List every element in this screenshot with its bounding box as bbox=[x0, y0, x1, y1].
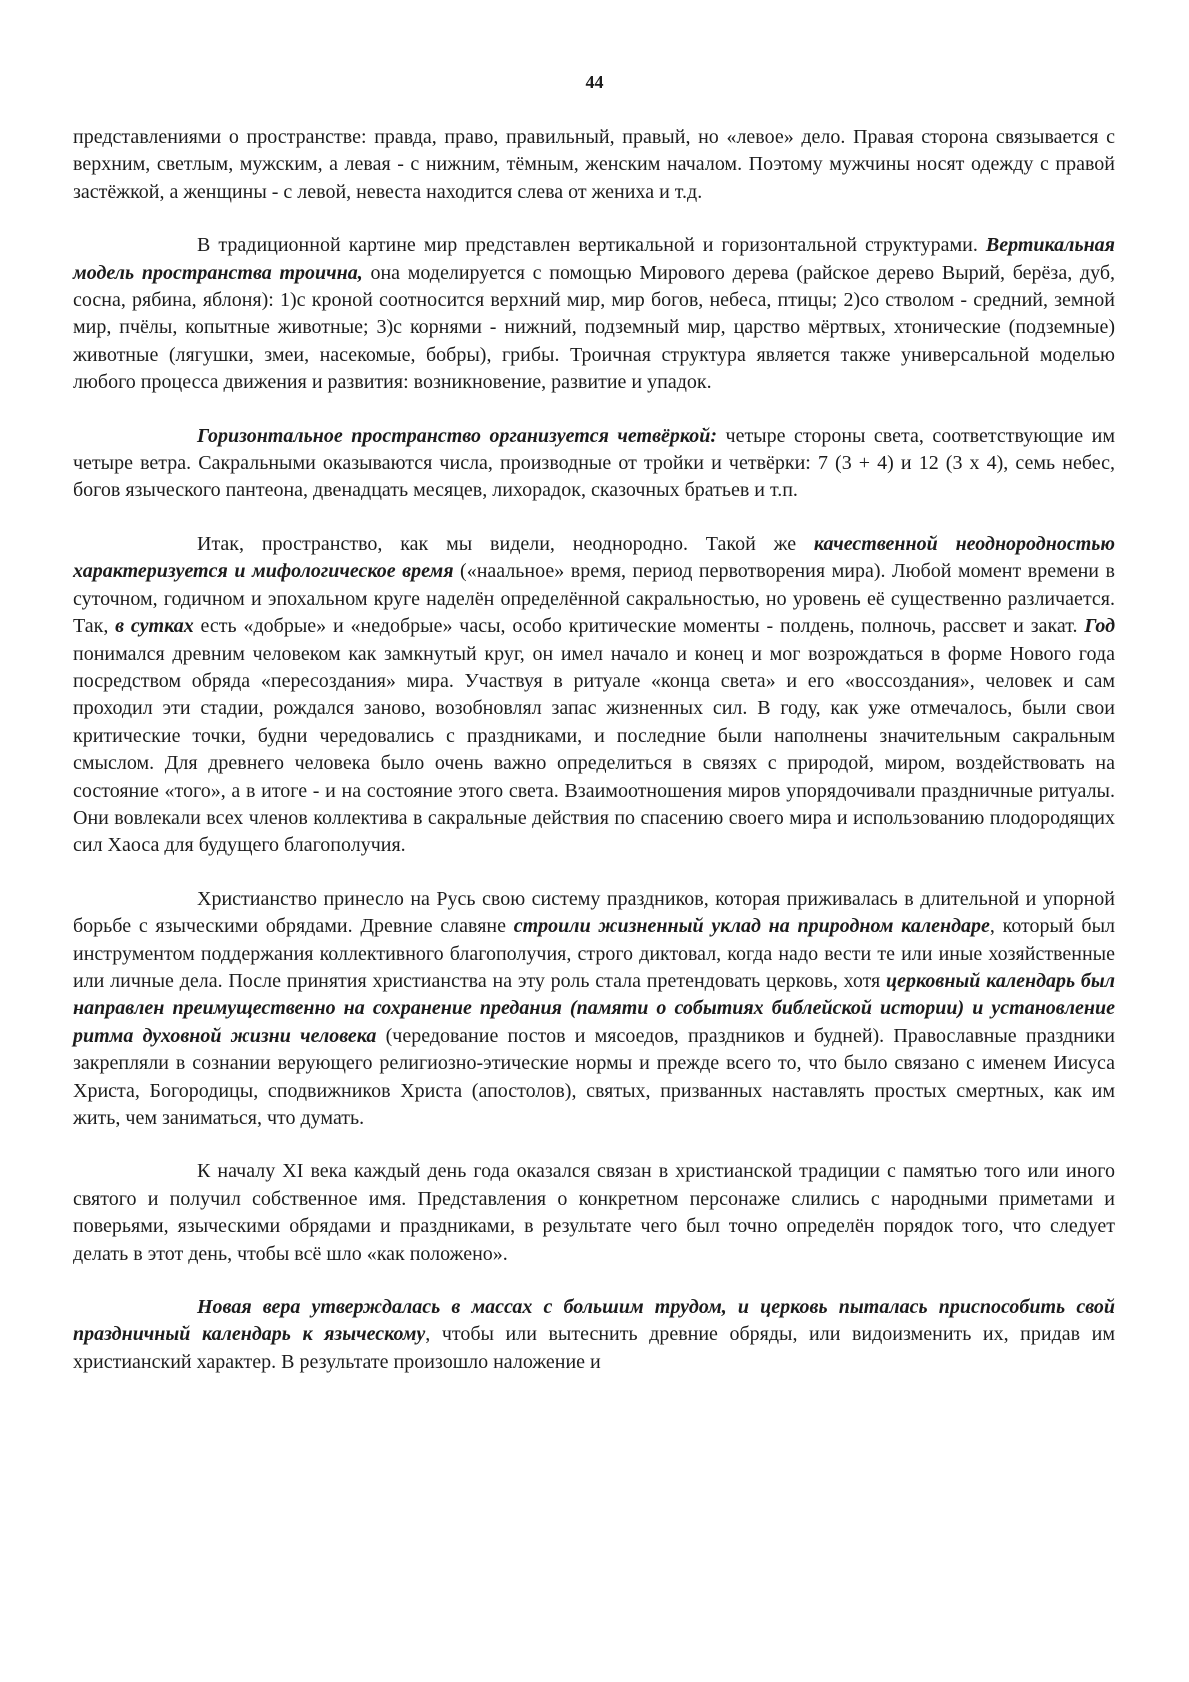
body-text: четыре стороны света, соответствующие им четыре ветра. Сакральными оказываются числа, производные от тройки и четвёрки: 7 (3 + 4) и 12 (3 х 4), семь небес, богов языческого пантеона, двенадцать месяцев, лихорадок, сказочных братьев и т.п. bbox=[73, 424, 1115, 502]
body-text: В традиционной картине мир представлен вертикальной и горизонтальной структурами. bbox=[197, 234, 986, 257]
emphasized-text: церковный календарь был направлен преимущественно на сохранение предания (памяти о событиях библейской истории) и установление ритма духовной жизни человека bbox=[73, 969, 1116, 1047]
document-body bbox=[73, 124, 1115, 1376]
body-text: , чтобы или вытеснить древние обряды, или видоизменить их, придав им христианский характер. В результате произошло наложение и bbox=[73, 1323, 1115, 1373]
body-text: она моделируется с помощью Мирового дерева (райское дерево Вырий, берёза, дуб, сосна, рябина, яблоня): 1)с кроной соотносится верхний мир, мир богов, небеса, птицы; 2)со стволом - средний, земной мир, пчёлы, копытные животные; 3)с корнями - нижний, подземный мир, царство мёртвых, хтонические (подземные) животные (лягушки, змеи, насекомые, бобры), грибы. Троичная структура является также универсальной моделью любого процесса движения и развития: возникновение, развитие и упадок. bbox=[73, 261, 1115, 394]
paragraph bbox=[73, 423, 1115, 505]
page-number: 44 bbox=[585, 72, 604, 92]
body-text: (чередование постов и мясоедов, праздников и будней). Православные праздники закрепляли в сознании верующего религиозно-этические нормы и прежде всего то, что было связано с именем Иисуса Христа, Богородицы, сподвижников Христа (апостолов), святых, призванных наставлять простых смертных, как им жить, чем заниматься, что думать. bbox=[73, 1024, 1115, 1129]
emphasized-text: Новая вера утверждалась в массах с большим трудом, и церковь пыталась приспособить свой праздничный календарь к языческому bbox=[73, 1296, 1115, 1346]
body-text: Итак, пространство, как мы видели, неоднородно. Такой же bbox=[197, 532, 814, 555]
emphasized-text: строили жизненный уклад на природном календаре bbox=[513, 915, 990, 938]
paragraph bbox=[73, 232, 1115, 396]
paragraph bbox=[73, 1294, 1115, 1376]
body-text: понимался древним человеком как замкнутый круг, он имел начало и конец и мог возрождаться в форме Нового года посредством обряда «пересоздания» мира. Участвуя в ритуале «конца света» и его «воссоздания», человек и сам проходил эти стадии, рождался заново, возобновлял запас жизненных сил. В году, как уже отмечалось, были свои критические точки, будни чередовались с праздниками, и последние были наполнены значительным сакральным смыслом. Для древнего человека было очень важно определиться в связях с природой, миром, воздействовать на состояние «того», а в итоге - и на состояние этого света. Взаимоотношения миров упорядочивали праздничные ритуалы. Они вовлекали всех членов коллектива в сакральные действия по спасению своего мира и использованию плодородящих сил Хаоса для будущего благополучия. bbox=[73, 642, 1115, 857]
body-text: Христианство принесло на Русь свою систему праздников, которая приживалась в длительной и упорной борьбе с языческими обрядами. Древние славяне bbox=[73, 887, 1115, 938]
paragraph bbox=[73, 886, 1115, 1133]
paragraph bbox=[73, 531, 1115, 860]
emphasized-text: Вертикальная модель пространства троична, bbox=[73, 234, 1115, 284]
body-text: , который был инструментом поддержания коллективного благополучия, строго диктовал, когда надо вести те или иные хозяйственные или личные дела. После принятия христианства на эту роль стала претендовать церковь, хотя bbox=[73, 915, 1115, 992]
body-text: представлениями о пространстве: правда, право, правильный, правый, но «левое» дело. Правая сторона связывается с верхним, светлым, мужским, а левая - с нижним, тёмным, женским началом. Поэтому мужчины носят одежду с правой застёжкой, а женщины - с левой, невеста находится слева от жениха и т.д. bbox=[73, 126, 1115, 203]
emphasized-text: в сутках bbox=[115, 615, 194, 638]
body-text: есть «добрые» и «недобрые» часы, особо критические моменты - полдень, полночь, рассвет и закат. bbox=[193, 615, 1085, 638]
paragraph bbox=[73, 1158, 1115, 1268]
body-text: («наальное» время, период первотворения мира). Любой момент времени в суточном, годичном и эпохальном круге наделён определённой сакральностью, но уровень её существенно различается. Так, bbox=[73, 560, 1115, 638]
body-text: К началу XI века каждый день года оказался связан в христианской традиции с памятью того или иного святого и получил собственное имя. Представления о конкретном персонаже слились с народными приметами и поверьями, языческими обрядами и праздниками, в результате чего был точно определён порядок того, что следует делать в этот день, чтобы всё шло «как положено». bbox=[73, 1160, 1115, 1265]
emphasized-text: качественной неоднородностью характеризуется и мифологическое время bbox=[73, 532, 1115, 583]
emphasized-text: Год bbox=[1084, 615, 1116, 638]
paragraph bbox=[73, 124, 1115, 206]
emphasized-text: Горизонтальное пространство организуется четвёркой: bbox=[197, 424, 718, 447]
